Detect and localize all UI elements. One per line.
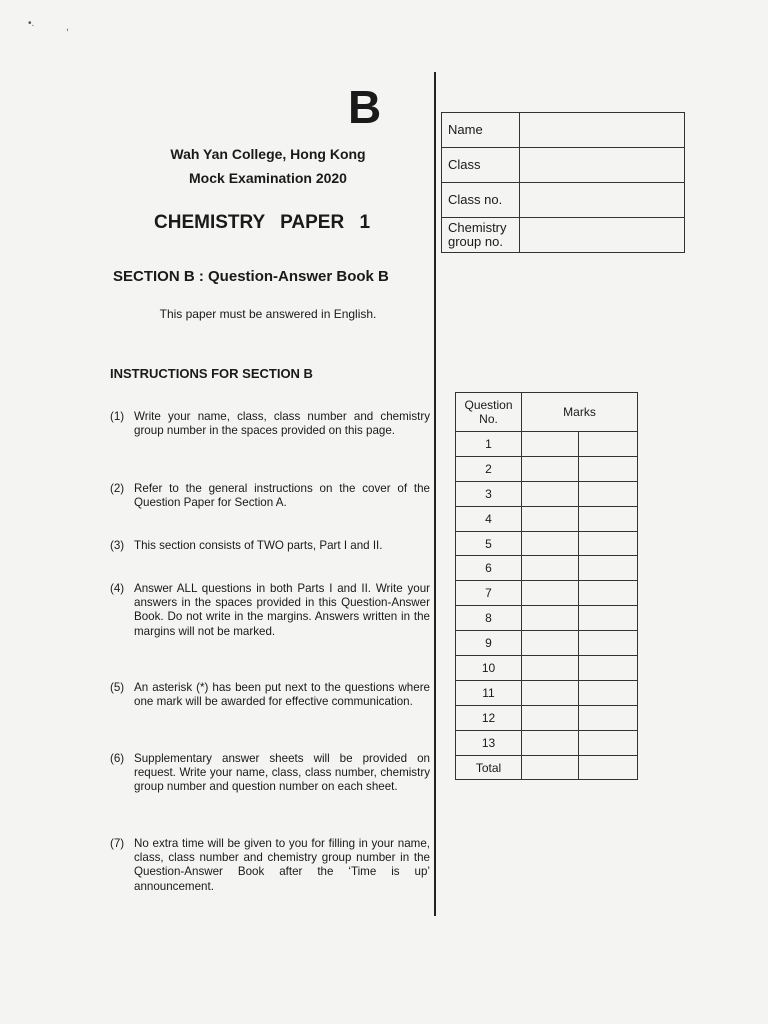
marks-cell[interactable] (579, 581, 638, 606)
marks-row (456, 606, 638, 631)
class-field[interactable] (520, 148, 685, 183)
marks-row (456, 432, 638, 457)
language-note: This paper must be answered in English. (159, 307, 377, 321)
name-field[interactable] (520, 113, 685, 148)
marks-row (456, 631, 638, 656)
question-number: 4 (456, 506, 522, 531)
total-label: Total (456, 755, 522, 780)
instruction-text: Write your name, class, class number and chemistry group number in the spaces provided on this page. (134, 410, 430, 438)
marks-cell[interactable] (579, 506, 638, 531)
scan-speck: •. (28, 18, 35, 29)
marks-row (456, 705, 638, 730)
marks-table (455, 392, 638, 780)
marks-cell[interactable] (579, 606, 638, 631)
question-number: 1 (456, 432, 522, 457)
marks-cell[interactable] (522, 631, 579, 656)
instruction-text: This section consists of TWO parts, Part I and II. (134, 539, 383, 552)
info-label: Name (442, 113, 520, 148)
marks-cell[interactable] (579, 730, 638, 755)
marks-cell[interactable] (579, 656, 638, 681)
info-row-name (442, 113, 685, 148)
marks-cell[interactable] (579, 456, 638, 481)
marks-header: Marks (522, 393, 638, 432)
instruction-item (110, 752, 430, 795)
marks-total-row (456, 755, 638, 780)
instruction-number: (1) (110, 410, 125, 423)
marks-cell[interactable] (579, 631, 638, 656)
question-number: 12 (456, 705, 522, 730)
marks-row (456, 581, 638, 606)
marks-row (456, 730, 638, 755)
marks-cell[interactable] (579, 481, 638, 506)
marks-cell[interactable] (522, 481, 579, 506)
marks-cell[interactable] (522, 656, 579, 681)
exam-title: Mock Examination 2020 (189, 170, 347, 186)
instruction-text: Supplementary answer sheets will be provided on request. Write your name, class, class number, chemistry group number and question number on each sheet. (134, 752, 430, 794)
instruction-number: (3) (110, 539, 125, 552)
instruction-number: (4) (110, 582, 125, 595)
marks-cell[interactable] (522, 432, 579, 457)
candidate-info-table (441, 112, 685, 253)
instruction-item (110, 410, 430, 438)
marks-cell[interactable] (522, 556, 579, 581)
instruction-number: (6) (110, 752, 125, 765)
question-number: 2 (456, 456, 522, 481)
instruction-item (110, 582, 430, 639)
question-number: 5 (456, 531, 522, 556)
marks-row (456, 506, 638, 531)
class-no-field[interactable] (520, 183, 685, 218)
marks-cell[interactable] (522, 755, 579, 780)
info-label: Class (442, 148, 520, 183)
question-no-header: Question No. (456, 393, 522, 432)
instruction-text: No extra time will be given to you for filling in your name, class, class number and chemistry group number in the Question-Answer Book after the ‘Time is up’ announcement. (134, 837, 430, 893)
subject-title (154, 212, 370, 234)
marks-cell[interactable] (522, 680, 579, 705)
info-row-class-no (442, 183, 685, 218)
scan-speck: , (66, 22, 69, 33)
marks-row (456, 481, 638, 506)
marks-row (456, 456, 638, 481)
marks-cell[interactable] (579, 556, 638, 581)
marks-row (456, 531, 638, 556)
info-label: Chemistry group no. (442, 218, 520, 253)
instruction-item (110, 837, 430, 894)
info-row-group (442, 218, 685, 253)
question-number: 11 (456, 680, 522, 705)
vertical-divider (434, 72, 436, 916)
instruction-text: Refer to the general instructions on the cover of the Question Paper for Section A. (134, 482, 430, 510)
marks-row (456, 556, 638, 581)
info-label: Class no. (442, 183, 520, 218)
question-number: 3 (456, 481, 522, 506)
section-label: SECTION B : (113, 268, 204, 285)
instruction-item (110, 482, 430, 510)
marks-cell[interactable] (522, 581, 579, 606)
question-number: 6 (456, 556, 522, 581)
marks-cell[interactable] (579, 432, 638, 457)
question-number: 7 (456, 581, 522, 606)
marks-cell[interactable] (579, 680, 638, 705)
instruction-item (110, 539, 430, 553)
info-row-class (442, 148, 685, 183)
question-number: 9 (456, 631, 522, 656)
section-title (113, 268, 389, 285)
paper-number: PAPER 1 (280, 212, 371, 233)
marks-cell[interactable] (522, 456, 579, 481)
marks-cell[interactable] (522, 531, 579, 556)
marks-cell[interactable] (522, 730, 579, 755)
section-name: Question-Answer Book B (208, 268, 389, 285)
marks-row (456, 680, 638, 705)
marks-cell[interactable] (579, 755, 638, 780)
marks-cell[interactable] (522, 606, 579, 631)
instructions-title: INSTRUCTIONS FOR SECTION B (110, 366, 313, 381)
instruction-number: (5) (110, 681, 125, 694)
instruction-item (110, 681, 430, 709)
instruction-number: (7) (110, 837, 125, 850)
marks-row (456, 656, 638, 681)
instruction-text: Answer ALL questions in both Parts I and II. Write your answers in the spaces provided in this Question-Answer Book. Do not write in the margins. Answers written in the margins will not be marked. (134, 582, 430, 638)
marks-cell[interactable] (579, 705, 638, 730)
instruction-text: An asterisk (*) has been put next to the questions where one mark will be awarded for effective communication. (134, 681, 430, 709)
instruction-number: (2) (110, 482, 125, 495)
paper-letter: B (348, 81, 383, 133)
marks-header-row (456, 393, 638, 432)
marks-cell[interactable] (522, 705, 579, 730)
marks-cell[interactable] (522, 506, 579, 531)
group-no-field[interactable] (520, 218, 685, 253)
subject-name: CHEMISTRY (154, 212, 265, 233)
school-name: Wah Yan College, Hong Kong (170, 146, 366, 162)
question-number: 13 (456, 730, 522, 755)
marks-cell[interactable] (579, 531, 638, 556)
question-number: 10 (456, 656, 522, 681)
question-number: 8 (456, 606, 522, 631)
